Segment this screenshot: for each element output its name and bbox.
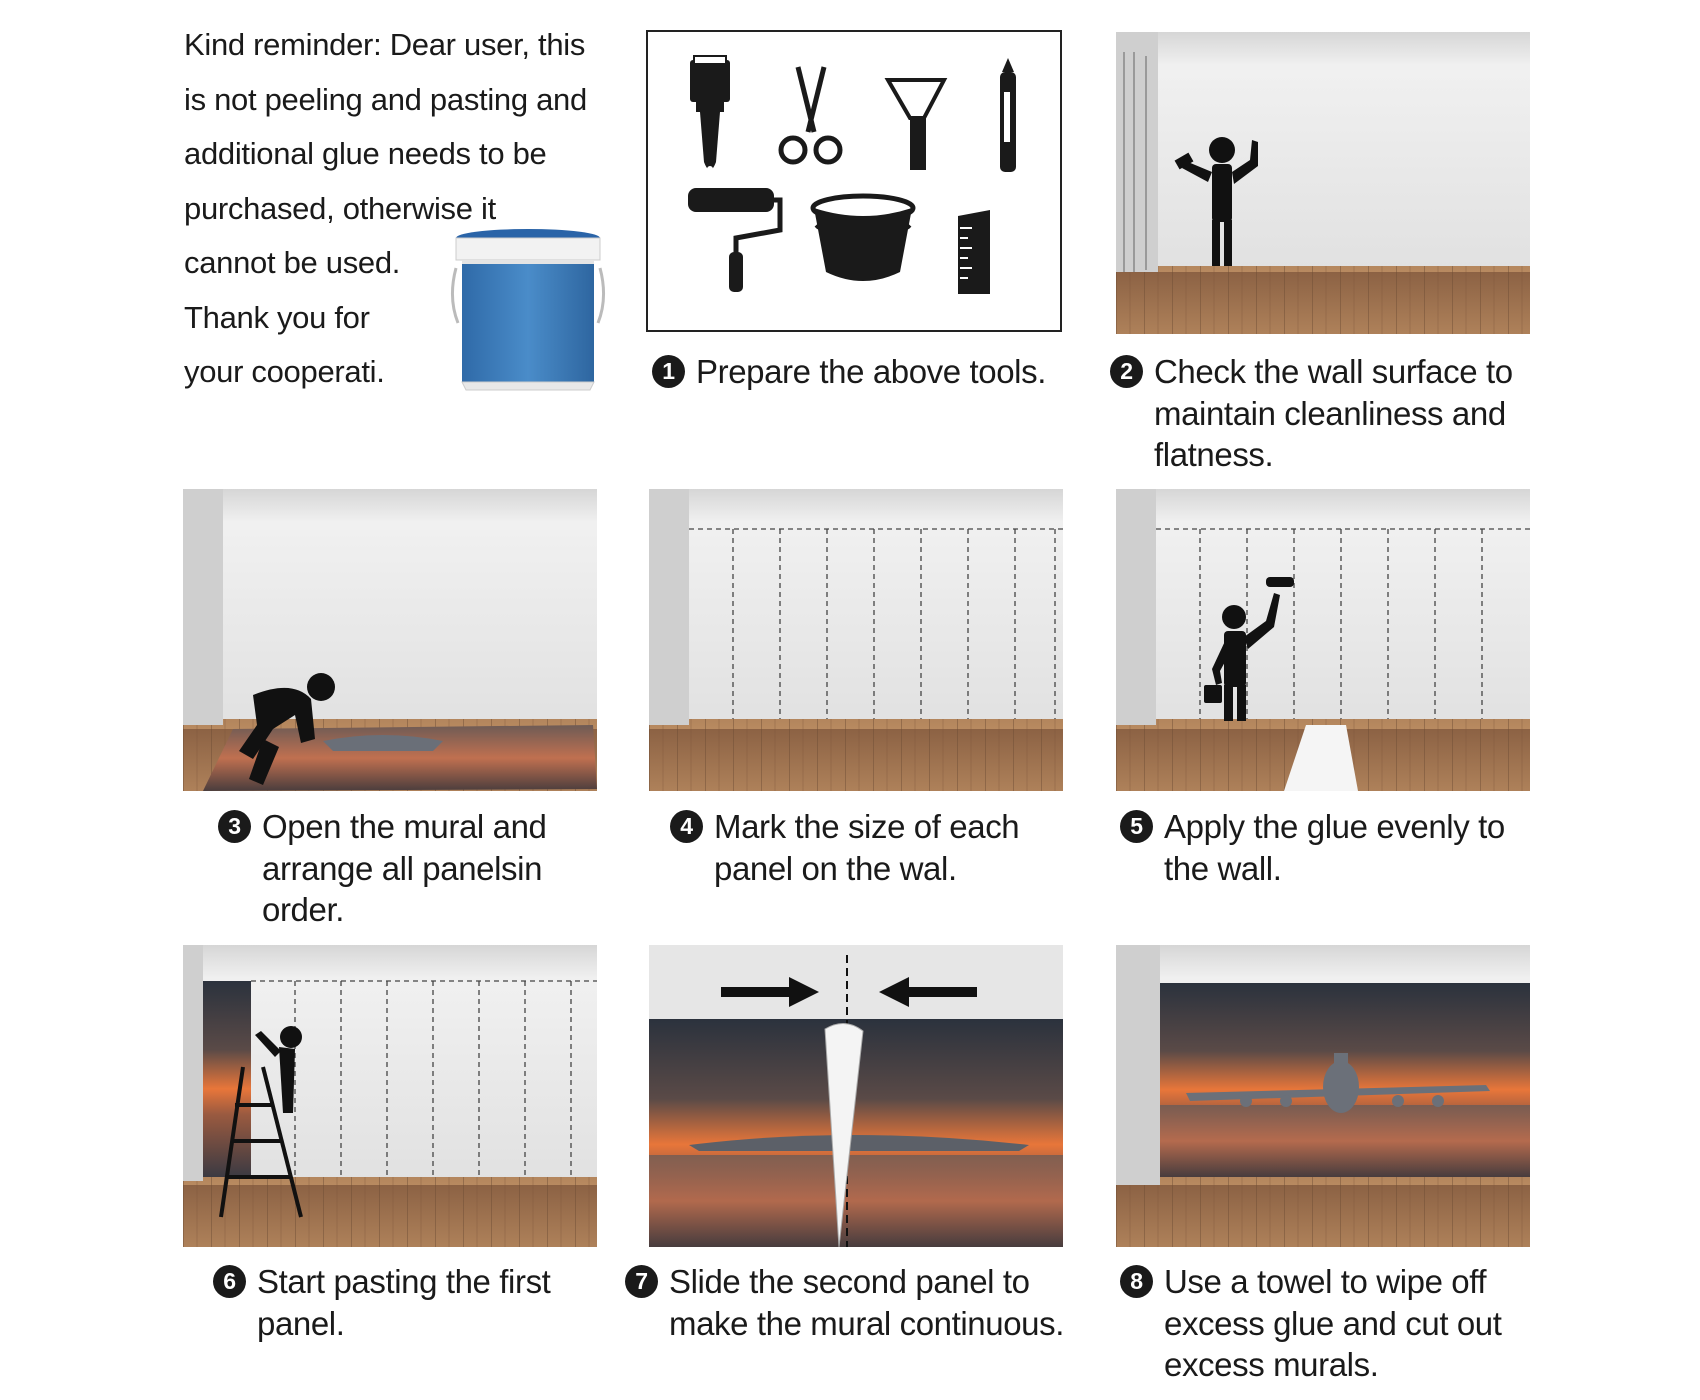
step-number: 8 bbox=[1120, 1265, 1153, 1298]
step-8-caption: 8 Use a towel to wipe off excess glue and cut out excess murals. bbox=[1120, 1261, 1502, 1386]
reminder-line: Thank you for bbox=[184, 299, 370, 335]
scraper-icon bbox=[888, 80, 944, 170]
paint-roller-icon bbox=[688, 188, 780, 292]
step-number: 6 bbox=[213, 1265, 246, 1298]
step-2-caption: 2 Check the wall surface to maintain cleanliness and flatness. bbox=[1110, 351, 1513, 476]
step-7-image bbox=[649, 945, 1063, 1247]
reminder-line: purchased, otherwise it bbox=[184, 190, 496, 226]
step-number: 7 bbox=[625, 1265, 658, 1298]
step-8-image bbox=[1116, 945, 1530, 1247]
scissors-icon bbox=[781, 67, 840, 162]
step-number: 3 bbox=[218, 810, 251, 843]
step-5-image bbox=[1116, 489, 1530, 791]
step-6-image bbox=[183, 945, 597, 1247]
reminder-line: cannot be used. bbox=[184, 245, 401, 280]
step-7-caption: 7 Slide the second panel to make the mural continuous. bbox=[625, 1261, 1064, 1344]
step-number: 4 bbox=[670, 810, 703, 843]
step-3-caption: 3 Open the mural and arrange all panelsin order. bbox=[218, 806, 546, 931]
utility-knife-icon bbox=[1000, 58, 1016, 172]
reminder-line: your cooperati. bbox=[184, 354, 385, 389]
step-3-image bbox=[183, 489, 597, 791]
step-number: 5 bbox=[1120, 810, 1153, 843]
reminder-line: additional glue needs to be bbox=[184, 136, 547, 171]
reminder-line: Kind reminder: Dear user, this bbox=[184, 27, 586, 62]
step-1-caption: 1 Prepare the above tools. bbox=[652, 351, 1046, 393]
step-4-caption: 4 Mark the size of each panel on the wal. bbox=[670, 806, 1019, 889]
step-2-image bbox=[1116, 32, 1530, 334]
ruler-icon bbox=[958, 210, 990, 294]
paint-brush-icon bbox=[690, 56, 730, 172]
step-6-caption: 6 Start pasting the first panel. bbox=[213, 1261, 550, 1344]
step-number: 1 bbox=[652, 355, 685, 388]
tools-panel bbox=[646, 30, 1062, 332]
glue-bucket-icon bbox=[448, 228, 608, 398]
step-4-image bbox=[649, 489, 1063, 791]
step-number: 2 bbox=[1110, 355, 1143, 388]
bucket-icon bbox=[813, 196, 913, 281]
reminder-line: is not peeling and pasting and bbox=[184, 81, 587, 117]
step-5-caption: 5 Apply the glue evenly to the wall. bbox=[1120, 806, 1505, 889]
